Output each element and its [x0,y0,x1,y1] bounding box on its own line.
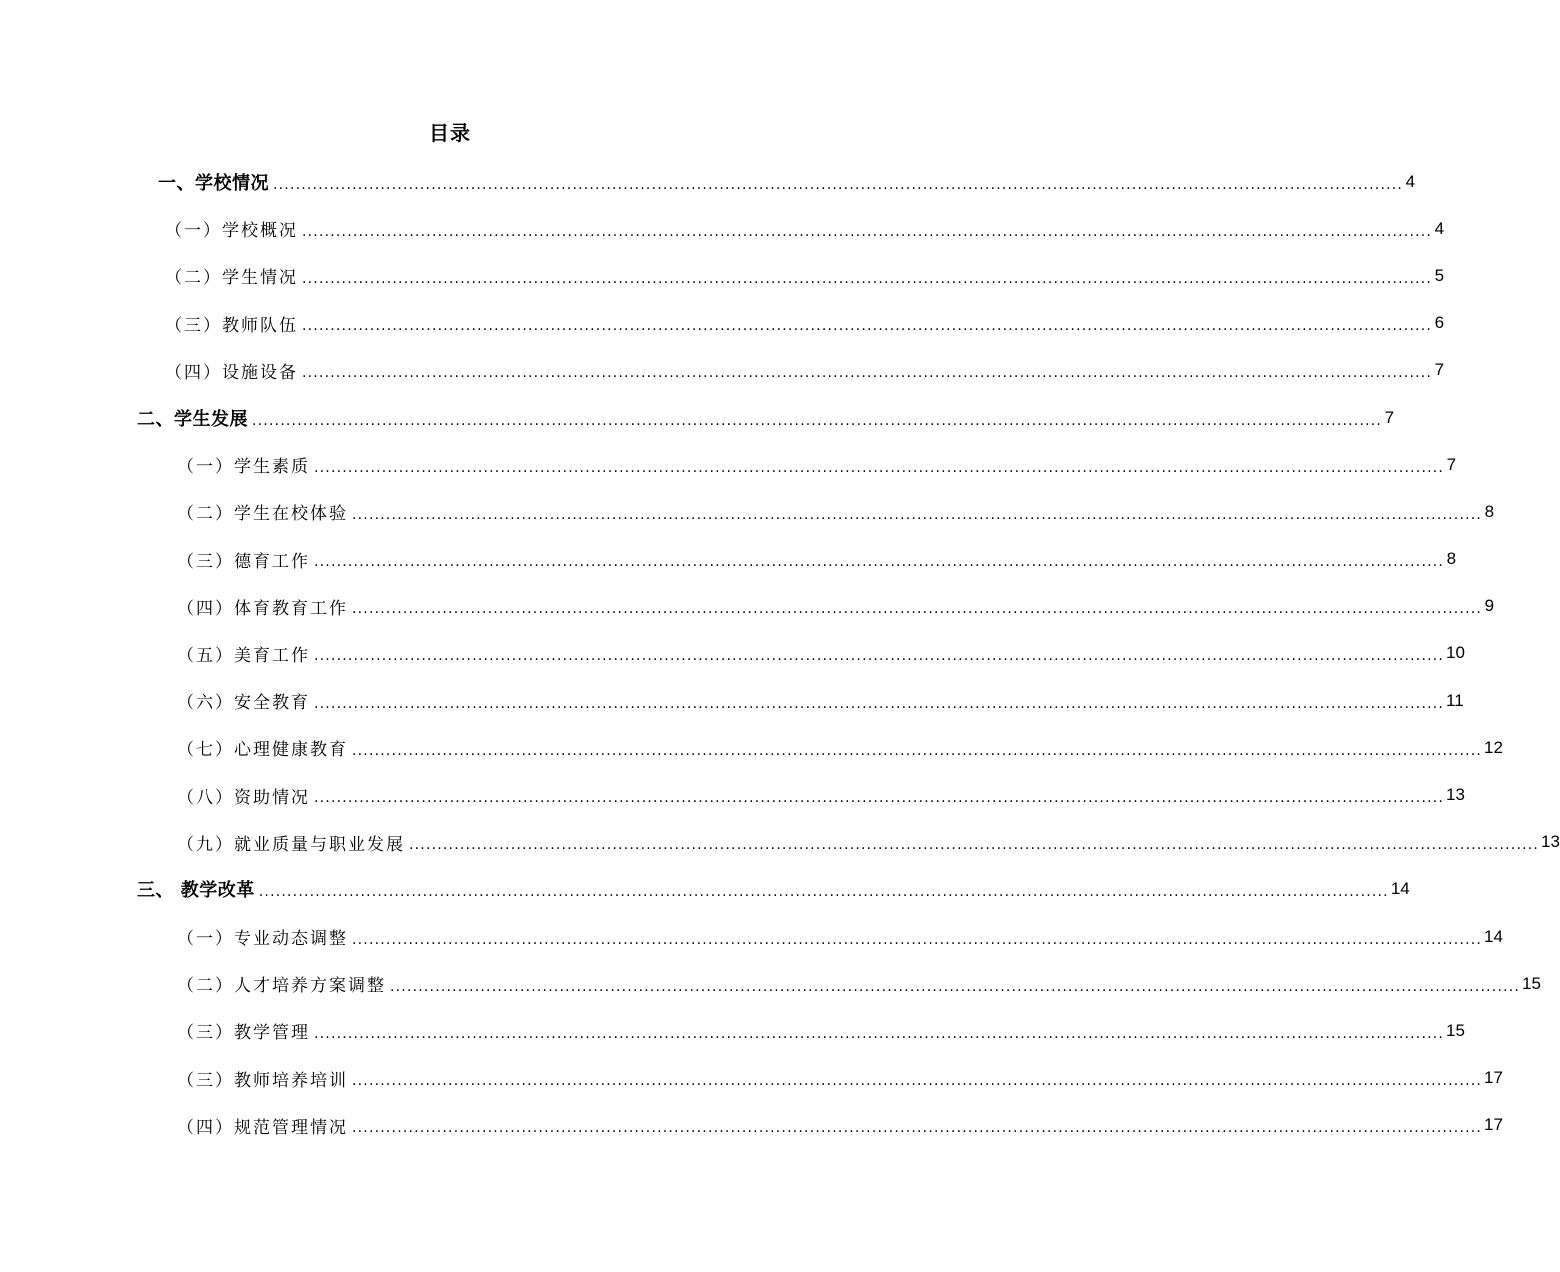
toc-entry[interactable] [0,300,1445,347]
toc-entry[interactable] [0,1055,1503,1102]
toc-entry[interactable] [0,724,1503,771]
toc-entry-label: （一）学生素质 [177,452,314,477]
toc-entry-label: （三）德育工作 [177,547,314,572]
toc-entry-label: （二）学生在校体验 [177,499,352,524]
toc-entry-label: （一）学校概况 [165,216,302,241]
toc-leader-dots: ........................................................................................................................................................................................................ [302,318,1433,335]
toc-leader-dots: ........................................................................................................................................................................................................ [314,1025,1445,1042]
toc-entry[interactable] [0,441,1457,488]
toc-leader-dots: ........................................................................................................................................................................................................ [252,412,1383,429]
toc-entry[interactable] [0,536,1457,583]
toc-entry-page-number: 17 [1484,1115,1503,1135]
toc-title: 目录 [429,121,471,145]
toc-list [0,158,1560,1149]
toc-leader-dots: ........................................................................................................................................................................................................ [352,1120,1483,1137]
toc-entry-label: （四）设施设备 [165,358,302,383]
toc-entry-page-number: 14 [1484,926,1503,946]
toc-entry-label: （三）教师培养培训 [177,1066,352,1091]
toc-leader-dots: ........................................................................................................................................................................................................ [314,790,1445,807]
toc-leader-dots: ........................................................................................................................................................................................................ [302,223,1433,240]
toc-leader-dots: ........................................................................................................................................................................................................ [352,601,1483,618]
toc-leader-dots: ........................................................................................................................................................................................................ [258,884,1389,901]
toc-entry[interactable] [0,347,1445,394]
toc-entry-page-number: 12 [1484,737,1503,757]
toc-entry-page-number: 15 [1522,973,1541,993]
toc-leader-dots: ........................................................................................................................................................................................................ [302,270,1433,287]
toc-entry-label: （六）安全教育 [177,688,314,713]
toc-entry-page-number: 4 [1434,218,1445,238]
toc-leader-dots: ........................................................................................................................................................................................................ [352,742,1483,759]
toc-entry-page-number: 8 [1484,501,1495,521]
toc-leader-dots: ........................................................................................................................................................................................................ [352,506,1483,523]
toc-entry-label: （九）就业质量与职业发展 [177,830,409,855]
toc-entry-label: （七）心理健康教育 [177,735,352,760]
toc-entry-page-number: 6 [1434,313,1445,333]
toc-entry-label: （四）规范管理情况 [177,1113,352,1138]
toc-entry[interactable] [0,394,1395,441]
toc-entry-page-number: 14 [1390,879,1410,899]
toc-entry[interactable] [0,960,1541,1007]
toc-entry-label: （二）人才培养方案调整 [177,971,390,996]
toc-entry-label: （三）教师队伍 [165,311,302,336]
toc-entry[interactable] [0,583,1495,630]
toc-entry-page-number: 7 [1434,360,1445,380]
toc-entry[interactable] [0,1007,1465,1054]
toc-entry[interactable] [0,771,1465,818]
toc-entry[interactable] [0,819,1560,866]
toc-entry-label: 一、学校情况 [158,169,273,195]
toc-entry[interactable] [0,252,1445,299]
toc-leader-dots: ........................................................................................................................................................................................................ [390,978,1521,995]
toc-entry-page-number: 7 [1446,454,1457,474]
toc-entry-page-number: 5 [1434,265,1445,285]
toc-leader-dots: ........................................................................................................................................................................................................ [302,365,1433,382]
toc-leader-dots: ........................................................................................................................................................................................................ [314,648,1445,665]
toc-entry-page-number: 17 [1484,1068,1503,1088]
toc-leader-dots: ........................................................................................................................................................................................................ [409,837,1540,854]
toc-entry[interactable] [0,866,1410,913]
toc-leader-dots: ........................................................................................................................................................................................................ [273,176,1404,193]
toc-entry-label: （一）专业动态调整 [177,924,352,949]
toc-entry[interactable] [0,488,1495,535]
toc-entry-label: （四）体育教育工作 [177,594,352,619]
toc-entry-label: （五）美育工作 [177,641,314,666]
toc-entry-page-number: 8 [1446,549,1457,569]
toc-entry-page-number: 9 [1484,596,1495,616]
toc-leader-dots: ........................................................................................................................................................................................................ [352,931,1483,948]
toc-entry-label: 三、 教学改革 [137,876,259,902]
toc-entry[interactable] [0,677,1464,724]
toc-entry-page-number: 4 [1405,171,1416,191]
toc-entry-label: （三）教学管理 [177,1018,314,1043]
toc-entry-page-number: 10 [1446,643,1465,663]
toc-entry-page-number: 13 [1541,832,1560,852]
toc-entry-label: 二、学生发展 [137,405,252,431]
toc-entry[interactable] [0,1102,1503,1149]
toc-entry[interactable] [0,205,1445,252]
toc-entry[interactable] [0,630,1465,677]
toc-leader-dots: ........................................................................................................................................................................................................ [352,1073,1483,1090]
toc-entry-label: （八）资助情况 [177,783,314,808]
toc-entry[interactable] [0,158,1416,205]
toc-leader-dots: ........................................................................................................................................................................................................ [314,459,1445,476]
toc-entry-page-number: 11 [1446,690,1464,710]
toc-leader-dots: ........................................................................................................................................................................................................ [314,554,1445,571]
toc-entry-page-number: 13 [1446,785,1465,805]
toc-entry-page-number: 7 [1384,407,1395,427]
toc-leader-dots: ........................................................................................................................................................................................................ [314,695,1445,712]
toc-entry-page-number: 15 [1446,1020,1465,1040]
toc-entry[interactable] [0,913,1503,960]
toc-entry-label: （二）学生情况 [165,263,302,288]
